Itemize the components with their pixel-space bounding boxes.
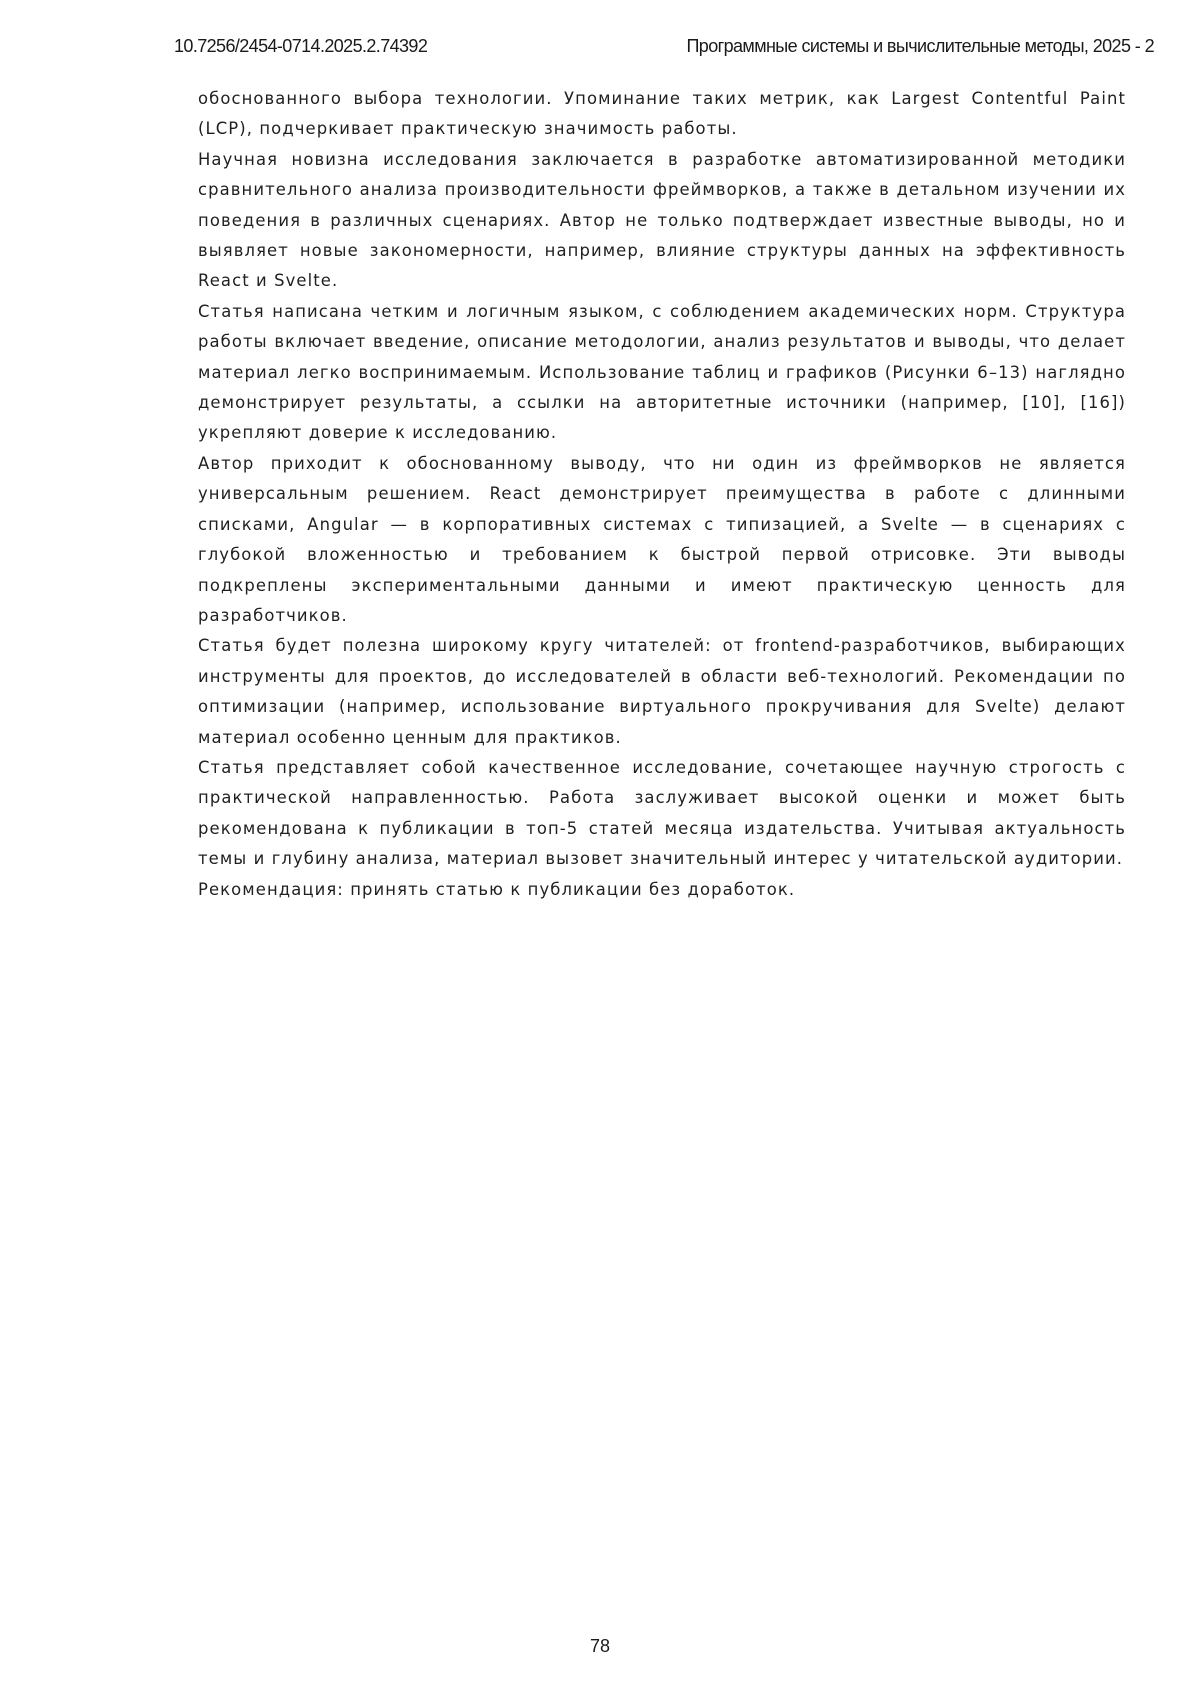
page-number: 78 [589, 1636, 611, 1656]
paragraph-5: Статья будет полезна широкому кругу читателей: от frontend-разработчиков, выбирающих инструменты для проектов, до исследователей в области веб-технологий. Рекомендации по оптимизации (например, использование виртуального прокручивания для Svelte) делают материал особенно ценным для практиков. [198, 636, 1126, 747]
header-doi: 10.7256/2454-0714.2025.2.74392 [174, 36, 428, 56]
paragraph-1: обоснованного выбора технологии. Упоминание таких метрик, как Largest Contentful Paint (LCP), подчеркивает практическую значимость работы. [198, 89, 1126, 139]
header-journal-title: Программные системы и вычислительные методы, 2025 - 2 [686, 36, 1154, 56]
page-header [174, 36, 1154, 62]
paragraph-recommendation: Рекомендация: принять статью к публикации без доработок. [198, 879, 796, 899]
paragraph-6: Статья представляет собой качественное исследование, сочетающее научную строгость с практической направленностью. Работа заслуживает высокой оценки и может быть рекомендована к публикации в топ-5 статей месяца издательства. Учитывая актуальность темы и глубину анализа, материал вызовет значительный интерес у читательской аудитории. [198, 757, 1126, 869]
paragraph-3: Статья написана четким и логичным языком, с соблюдением академических норм. Структура работы включает введение, описание методологии, анализ результатов и выводы, что делает материал легко воспринимаемым. Использование таблиц и графиков (Рисунки 6–13) наглядно демонстрирует результаты, а ссылки на авторитетные источники (например, [10], [16]) укрепляют доверие к исследованию. [198, 301, 1126, 443]
article-body [198, 84, 1126, 905]
paragraph-4: Автор приходит к обоснованному выводу, что ни один из фреймворков не является универсальным решением. React демонстрирует преимущества в работе с длинными списками, Angular — в корпоративных системах с типизацией, а Svelte — в сценариях с глубокой вложенностью и требованием к быстрой первой отрисовке. Эти выводы подкреплены экспериментальными данными и имеют практическую ценность для разработчиков. [198, 453, 1126, 625]
paragraph-2: Научная новизна исследования заключается в разработке автоматизированной методики сравнительного анализа производительности фреймворков, а также в детальном изучении их поведения в различных сценариях. Автор не только подтверждает известные выводы, но и выявляет новые закономерности, например, влияние структуры данных на эффективность React и Svelte. [198, 149, 1126, 291]
